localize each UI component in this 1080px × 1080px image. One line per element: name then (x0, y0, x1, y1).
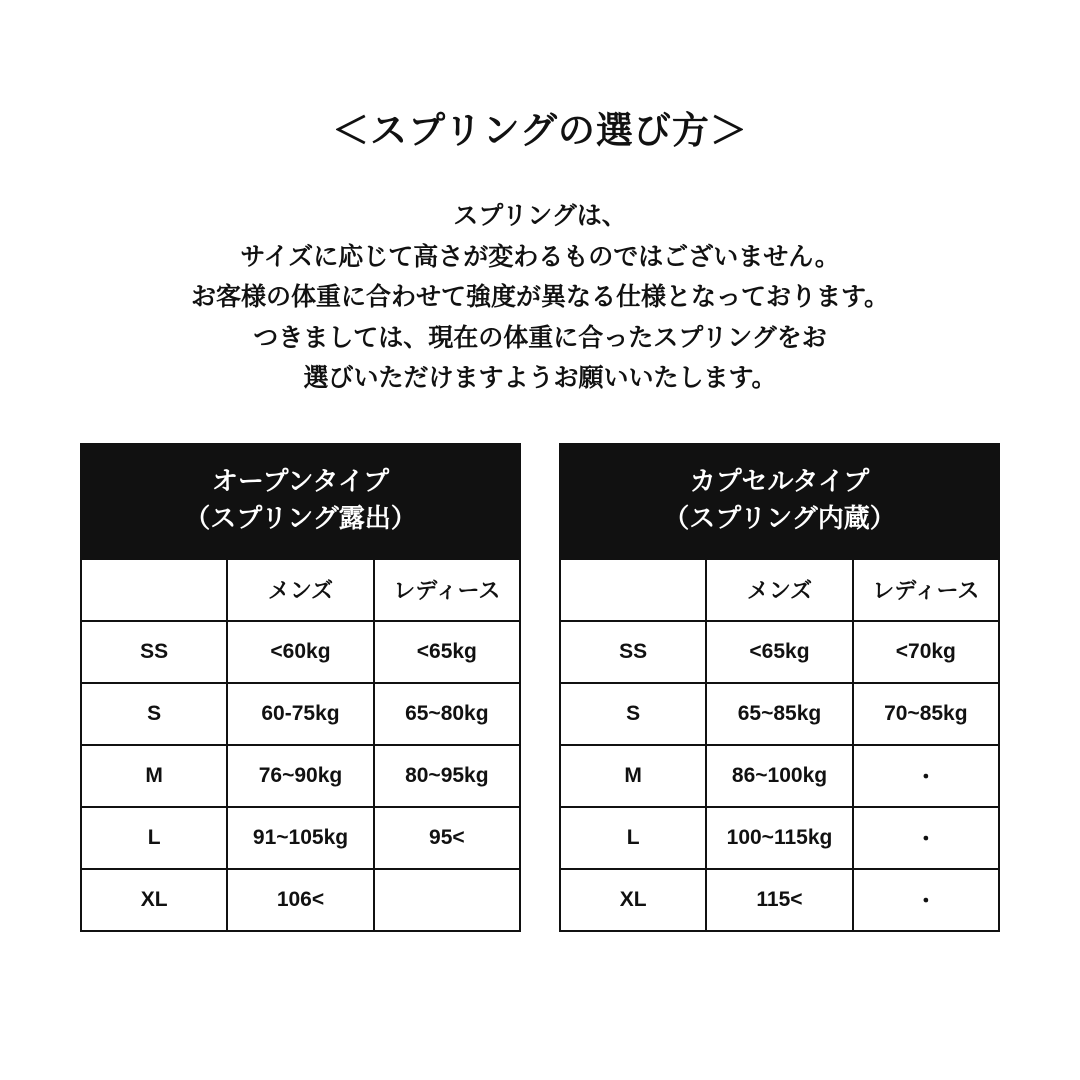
column-header-mens: メンズ (227, 559, 373, 621)
cell-ladies: ・ (853, 807, 999, 869)
row-label: M (81, 745, 227, 807)
table-header-row (560, 444, 999, 559)
column-header-ladies: レディース (853, 559, 999, 621)
cell-mens: 65~85kg (706, 683, 852, 745)
cell-ladies: 95< (374, 807, 520, 869)
cell-mens: 115< (706, 869, 852, 931)
size-table-capsule-type (559, 443, 1000, 932)
cell-mens: <60kg (227, 621, 373, 683)
table-row (81, 745, 520, 807)
cell-mens: 106< (227, 869, 373, 931)
table-row (560, 807, 999, 869)
table-row (560, 745, 999, 807)
column-header-ladies: レディース (374, 559, 520, 621)
page-title: ＜スプリングの選び方＞ (332, 110, 748, 151)
table-column-header-row (81, 559, 520, 621)
table-header-line2: （スプリング内蔵） (663, 503, 896, 534)
row-label: S (560, 683, 706, 745)
column-header-blank (81, 559, 227, 621)
intro-line-4: つきましては、現在の体重に合ったスプリングをお (253, 323, 827, 352)
row-label: XL (560, 869, 706, 931)
cell-ladies (374, 869, 520, 931)
cell-mens: 60-75kg (227, 683, 373, 745)
column-header-mens: メンズ (706, 559, 852, 621)
table-row (81, 807, 520, 869)
row-label: L (81, 807, 227, 869)
table-header-row (81, 444, 520, 559)
table-row (560, 621, 999, 683)
cell-ladies: <65kg (374, 621, 520, 683)
table-row (81, 683, 520, 745)
table-header-line1: カプセルタイプ (689, 465, 870, 496)
column-header-blank (560, 559, 706, 621)
table-row (560, 869, 999, 931)
intro-line-5: 選びいただけますようお願いいたします。 (303, 364, 777, 392)
cell-ladies: 70~85kg (853, 683, 999, 745)
intro-line-1: スプリングは、 (453, 202, 627, 230)
row-label: M (560, 745, 706, 807)
row-label: XL (81, 869, 227, 931)
intro-line-3: お客様の体重に合わせて強度が異なる仕様となっております。 (190, 283, 889, 311)
table-header-line1: オープンタイプ (211, 465, 390, 496)
intro-line-2: サイズに応じて高さが変わるものではございません。 (240, 242, 840, 271)
cell-ladies: ・ (853, 745, 999, 807)
table-header-open-type (81, 444, 520, 559)
table-header-capsule-type (560, 444, 999, 559)
row-label: L (560, 807, 706, 869)
row-label: S (81, 683, 227, 745)
cell-ladies: <70kg (853, 621, 999, 683)
cell-mens: 100~115kg (706, 807, 852, 869)
table-row (81, 869, 520, 931)
size-table-open-type (80, 443, 521, 932)
size-tables-container (80, 443, 1000, 932)
cell-ladies: 80~95kg (374, 745, 520, 807)
table-column-header-row (560, 559, 999, 621)
table-row (81, 621, 520, 683)
cell-ladies: ・ (853, 869, 999, 931)
row-label: SS (81, 621, 227, 683)
cell-ladies: 65~80kg (374, 683, 520, 745)
cell-mens: 91~105kg (227, 807, 373, 869)
cell-mens: <65kg (706, 621, 852, 683)
cell-mens: 76~90kg (227, 745, 373, 807)
row-label: SS (560, 621, 706, 683)
cell-mens: 86~100kg (706, 745, 852, 807)
table-row (560, 683, 999, 745)
intro-paragraph (191, 196, 889, 399)
table-header-line2: （スプリング露出） (184, 503, 417, 534)
